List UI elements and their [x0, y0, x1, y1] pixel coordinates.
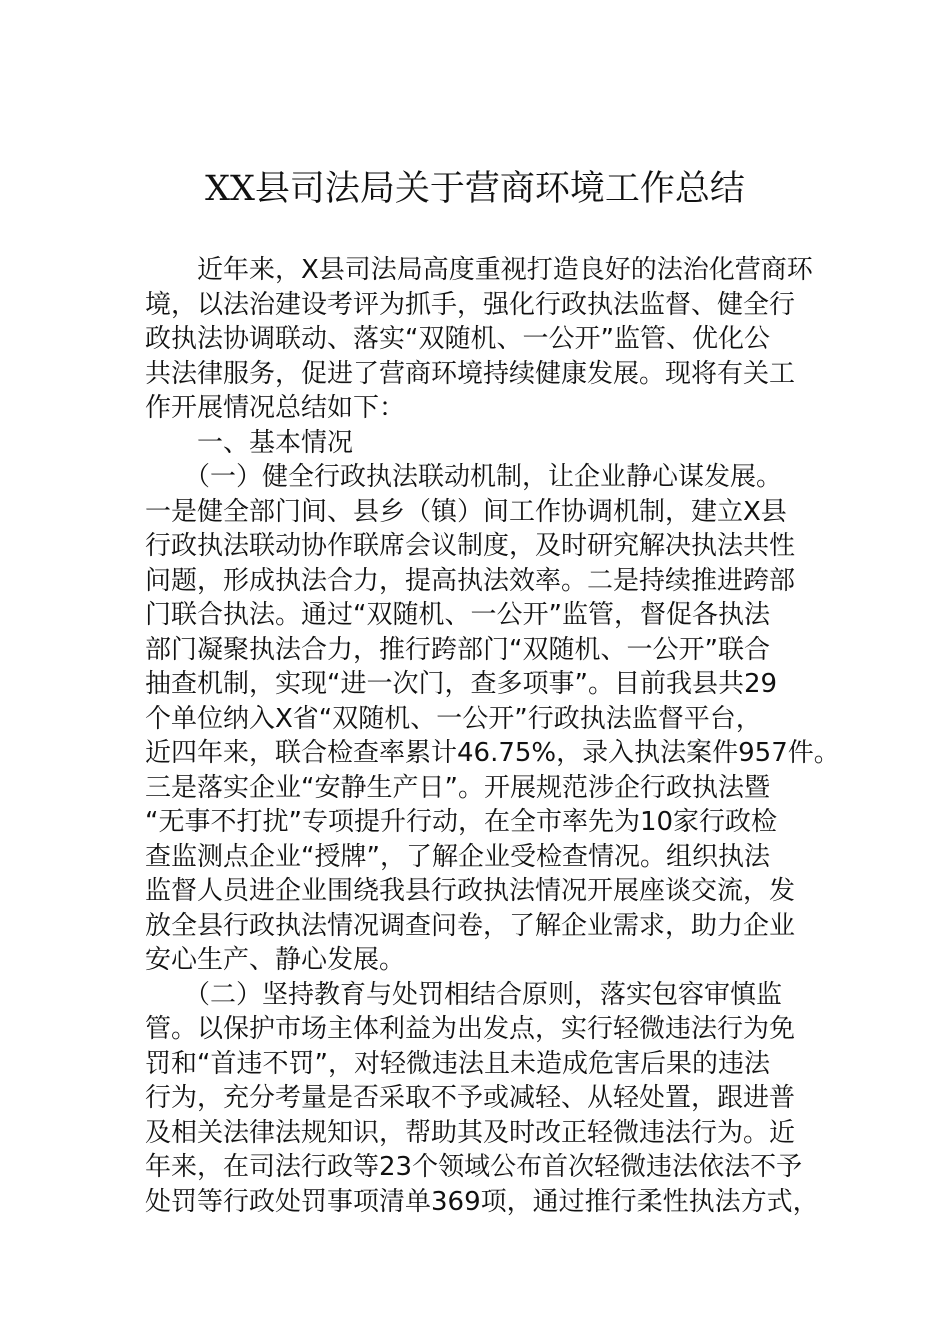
body-line: 门联合执法。通过“双随机、一公开”监管，督促各执法 [145, 600, 770, 630]
body-line: 抽查机制，实现“进一次门，查多项事”。目前我县共29 [145, 669, 778, 699]
body-line: 及相关法律法规知识，帮助其及时改正轻微违法行为。近 [145, 1117, 796, 1148]
body-line: 个单位纳入X省“双随机、一公开”行政执法监督平台， [145, 703, 762, 734]
section-heading: 一、基本情况 [145, 427, 354, 458]
body-line: 境，以法治建设考评为抓手，强化行政执法监督、健全行 [145, 289, 796, 320]
body-line: 安心生产、静心发展。 [145, 945, 406, 975]
document-title: XX县司法局关于营商环境工作总结 [205, 169, 745, 209]
body-line: 近年来，X县司法局高度重视打造良好的法治化营商环 [145, 255, 813, 285]
subsection-heading: （一）健全行政执法联动机制，让企业静心谋发展。 [145, 462, 783, 492]
body-line: 行为，充分考量是否采取不予或减轻、从轻处置，跟进普 [145, 1083, 796, 1113]
document-body [145, 253, 840, 1219]
body-line: 问题，形成执法合力，提高执法效率。二是持续推进跨部 [145, 565, 796, 596]
body-line: 共法律服务，促进了营商环境持续健康发展。现将有关工 [145, 358, 796, 389]
body-line: 行政执法联动协作联席会议制度，及时研究解决执法共性 [145, 531, 796, 561]
body-line: 放全县行政执法情况调查问卷，了解企业需求，助力企业 [145, 910, 796, 941]
body-line: 一是健全部门间、县乡（镇）间工作协调机制，建立X县 [145, 496, 787, 527]
body-line: 监督人员进企业围绕我县行政执法情况开展座谈交流，发 [145, 876, 796, 906]
body-line: 查监测点企业“授牌”，了解企业受检查情况。组织执法 [145, 841, 770, 872]
subsection-heading: （二）坚持教育与处罚相结合原则，落实包容审慎监 [145, 979, 783, 1010]
body-line: 近四年来，联合检查率累计46.75%，录入执法案件957件。 [145, 738, 840, 768]
body-line: 处罚等行政处罚事项清单369项，通过推行柔性执法方式， [145, 1186, 819, 1217]
body-line: 部门凝聚执法合力，推行跨部门“双随机、一公开”联合 [145, 634, 770, 665]
body-line: “无事不打扰”专项提升行动，在全市率先为10家行政检 [145, 807, 778, 837]
body-line: 管。以保护市场主体利益为出发点，实行轻微违法行为免 [145, 1014, 796, 1044]
body-line: 三是落实企业“安静生产日”。开展规范涉企行政执法暨 [145, 772, 770, 803]
body-line: 作开展情况总结如下： [145, 393, 406, 423]
body-line: 罚和“首违不罚”，对轻微违法且未造成危害后果的违法 [145, 1048, 770, 1079]
body-line: 年来，在司法行政等23个领域公布首次轻微违法依法不予 [145, 1152, 803, 1182]
body-line: 政执法协调联动、落实“双随机、一公开”监管、优化公 [145, 324, 770, 354]
